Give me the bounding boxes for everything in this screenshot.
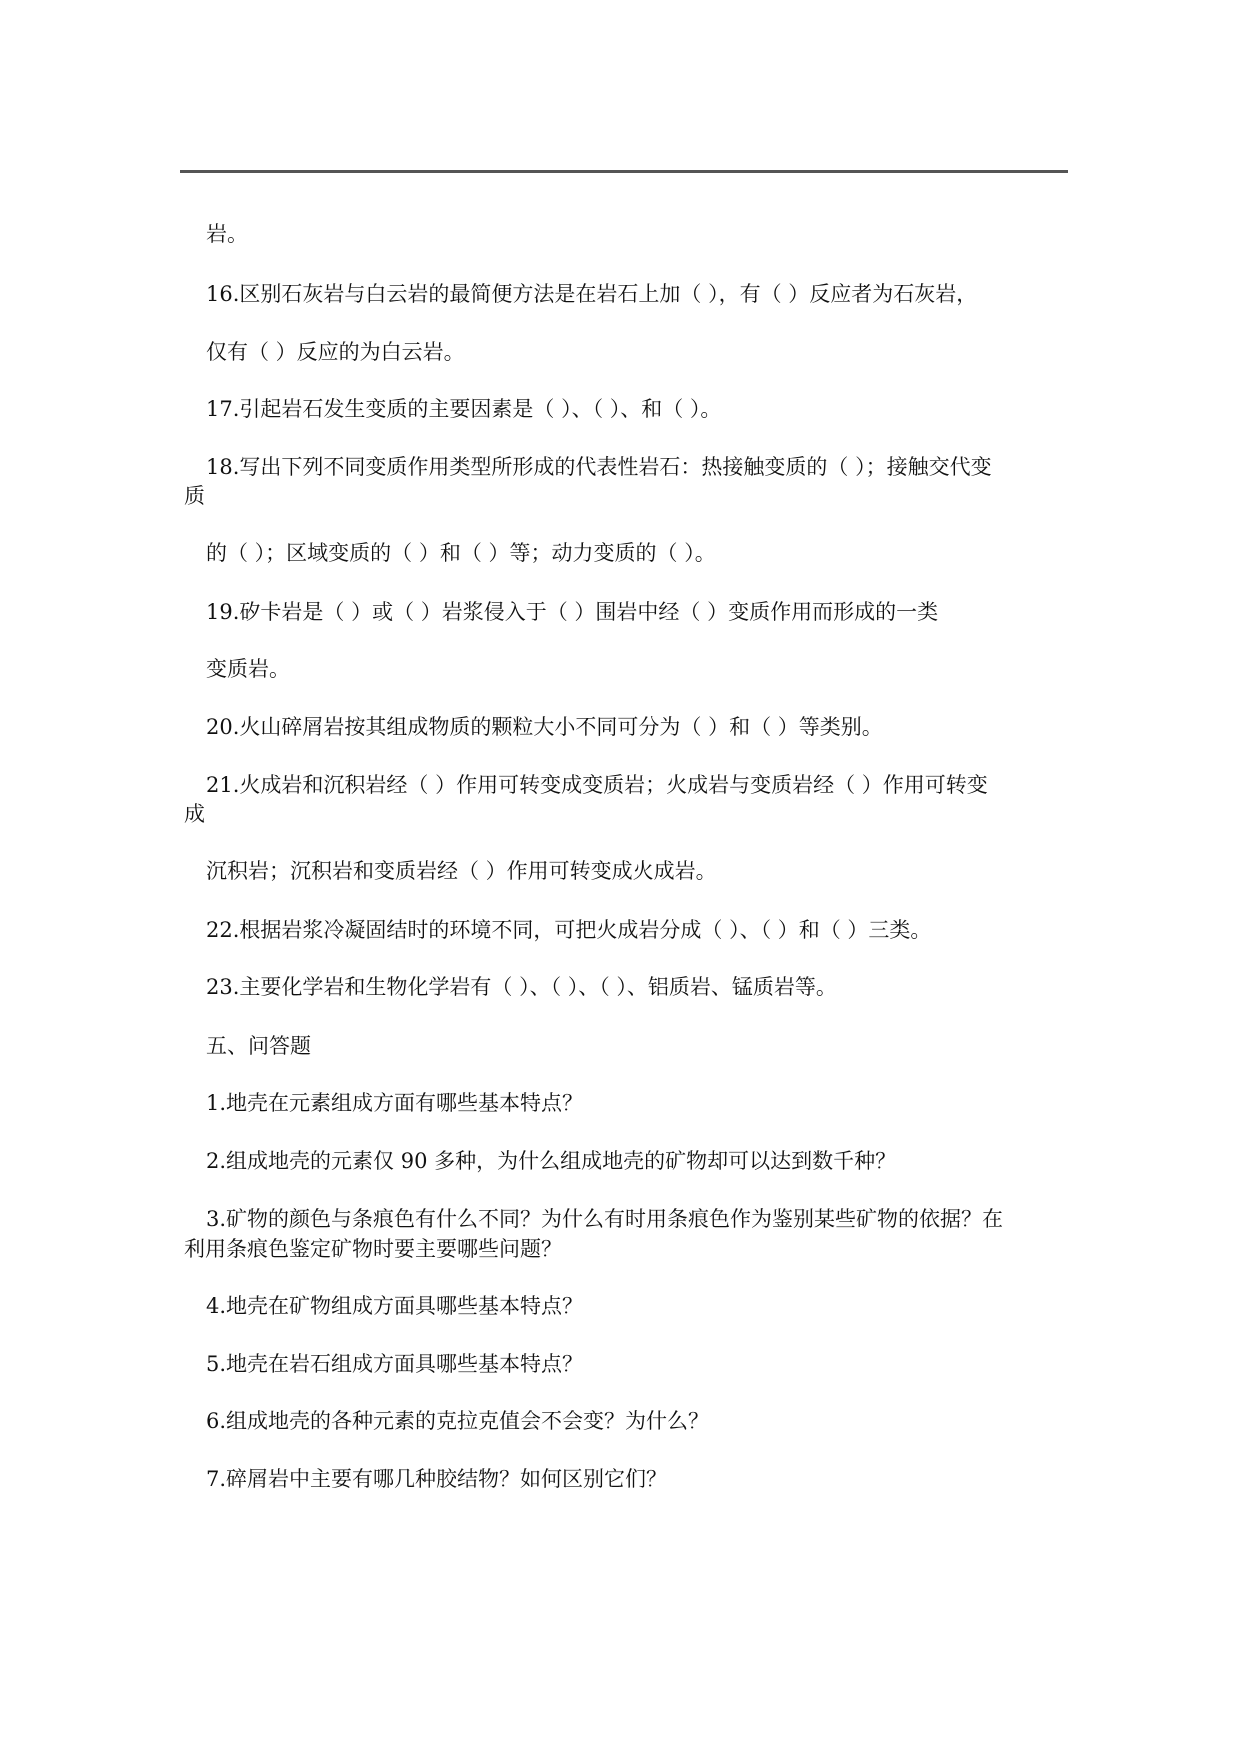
essay-question-7: 7.碎屑岩中主要有哪几种胶结物？如何区别它们？ (206, 1467, 668, 1491)
question-17: 17.引起岩石发生变质的主要因素是（ ）、（ ）、和（ ）。 (206, 397, 722, 421)
essay-question-6: 6.组成地壳的各种元素的克拉克值会不会变？为什么？ (206, 1409, 710, 1433)
question-16: 16.区别石灰岩与白云岩的最简便方法是在岩石上加（ ），有（ ）反应者为石灰岩， (206, 282, 978, 306)
question-19: 19.矽卡岩是（ ）或（ ）岩浆侵入于（ ）围岩中经（ ）变质作用而形成的一类 (206, 600, 939, 624)
essay-question-1: 1.地壳在元素组成方面有哪些基本特点？ (206, 1091, 584, 1115)
text-line: 变质岩。 (206, 657, 290, 681)
section-heading: 五、问答题 (206, 1034, 311, 1058)
essay-question-2: 2.组成地壳的元素仅 90 多种，为什么组成地壳的矿物却可以达到数千种？ (206, 1149, 897, 1173)
question-20: 20.火山碎屑岩按其组成物质的颗粒大小不同可分为（ ）和（ ）等类别。 (206, 715, 883, 739)
text-line: 仅有（ ）反应的为白云岩。 (206, 340, 465, 364)
essay-question-4: 4.地壳在矿物组成方面具哪些基本特点？ (206, 1294, 584, 1318)
text-line: 质 (184, 484, 205, 508)
header-rule (180, 170, 1068, 173)
text-line: 岩。 (206, 222, 248, 246)
text-line: 的（ ）；区域变质的（ ）和（ ）等；动力变质的（ ）。 (206, 541, 716, 565)
text-line: 沉积岩；沉积岩和变质岩经（ ）作用可转变成火成岩。 (206, 859, 717, 883)
text-line: 成 (184, 802, 205, 826)
question-18: 18.写出下列不同变质作用类型所形成的代表性岩石：热接触变质的（ ）；接触交代变 (206, 455, 992, 479)
question-21: 21.火成岩和沉积岩经（ ）作用可转变成变质岩；火成岩与变质岩经（ ）作用可转变 (206, 773, 988, 797)
essay-question-3: 3.矿物的颜色与条痕色有什么不同？为什么有时用条痕色作为鉴别某些矿物的依据？在 (206, 1207, 1004, 1231)
question-22: 22.根据岩浆冷凝固结时的环境不同，可把火成岩分成（ ）、（ ）和（ ）三类。 (206, 918, 932, 942)
text-line: 利用条痕色鉴定矿物时要主要哪些问题？ (184, 1237, 562, 1261)
question-23: 23.主要化学岩和生物化学岩有（ ）、（ ）、（ ）、铝质岩、锰质岩等。 (206, 975, 837, 999)
essay-question-5: 5.地壳在岩石组成方面具哪些基本特点？ (206, 1352, 584, 1376)
